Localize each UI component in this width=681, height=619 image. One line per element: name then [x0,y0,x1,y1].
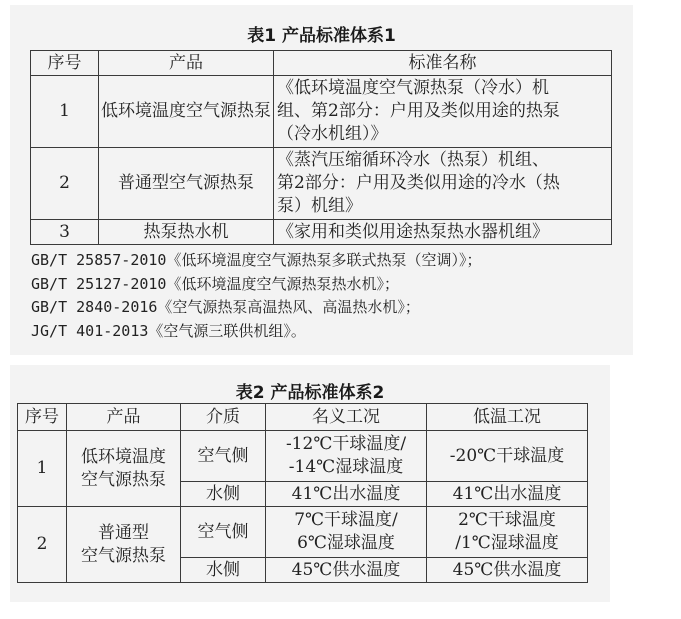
table2-panel [10,365,610,602]
row-low: 45℃供水温度 [427,558,588,583]
table-row [18,507,588,558]
row-low [427,507,588,558]
row-no: 1 [31,76,99,148]
row-nominal: 41℃出水温度 [266,482,427,507]
low-line: 2℃干球温度 [458,510,556,530]
row-medium: 空气侧 [181,507,266,558]
table1-title: 表1 产品标准体系1 [247,26,396,46]
table2-header-row [18,404,588,431]
row-product: 低环境温度空气源热泵 [99,76,274,148]
row-product [67,507,181,583]
row-standard: 《家用和类似用途热泵热水器机组》 [274,220,612,245]
standard-line: （冷水机组）》 [277,124,388,144]
table1 [30,50,612,245]
row-product: 普通型空气源热泵 [99,148,274,220]
table1-header-row [31,51,612,76]
row-low: 41℃出水温度 [427,482,588,507]
row-no: 2 [31,148,99,220]
table2-header-nominal: 名义工况 [266,404,427,431]
nominal-line: -12℃干球温度/ [285,434,407,454]
row-nominal [266,431,427,482]
row-standard [274,148,612,220]
table1-panel [10,5,633,355]
product-line: 低环境温度 [81,446,166,467]
note-line: GB/T 25127-2010《低环境温度空气源热泵热水机》； [31,274,399,293]
note-line: JG/T 401-2013《空气源三联供机组》。 [31,321,306,340]
table-row [31,76,612,148]
row-nominal: 45℃供水温度 [266,558,427,583]
table2-header-product: 产品 [67,404,181,431]
standard-line: 组、第2部分：户用及类似用途的热泵 [277,101,560,121]
table2-header-no: 序号 [18,404,67,431]
standard-line: 第2部分：户用及类似用途的冷水（热 [277,173,560,193]
row-product [67,431,181,507]
table2 [17,403,588,583]
note-line: GB/T 2840-2016《空气源热泵高温热风、高温热水机》； [31,298,420,316]
table2-title: 表2 产品标准体系2 [235,383,385,403]
low-line: -20℃干球温度 [449,445,565,466]
table2-header-low: 低温工况 [427,404,588,431]
product-line: 空气源热泵 [81,469,166,490]
table1-notes [31,249,481,343]
row-product: 热泵热水机 [99,220,274,245]
row-no: 2 [18,507,67,583]
standard-line: 《低环境温度空气源热泵（冷水）机 [277,78,549,98]
row-nominal [266,507,427,558]
row-medium: 水侧 [181,558,266,583]
table-row [31,220,612,245]
row-standard [274,76,612,148]
table1-header-standard: 标准名称 [274,51,612,76]
row-medium: 空气侧 [181,431,266,482]
product-line: 空气源热泵 [81,545,166,566]
table-row [18,431,588,482]
row-no: 1 [18,431,67,507]
nominal-line: 6℃湿球温度 [297,533,395,553]
nominal-line: 7℃干球温度/ [294,510,398,530]
table1-header-product: 产品 [99,51,274,76]
nominal-line: -14℃湿球温度 [288,457,404,477]
table-row [31,148,612,220]
low-line: /1℃湿球温度 [455,533,559,553]
note-line: GB/T 25857-2010《低环境温度空气源热泵多联式热泵（空调）》； [31,251,482,269]
table1-header-no: 序号 [31,51,99,76]
table2-header-medium: 介质 [181,404,266,431]
standard-line: 《蒸汽压缩循环冷水（热泵）机组、 [277,150,549,170]
row-medium: 水侧 [181,482,266,507]
product-line: 普通型 [98,522,149,543]
standard-line: 泵）机组》 [277,196,362,216]
row-no: 3 [31,220,99,245]
row-low [427,431,588,482]
